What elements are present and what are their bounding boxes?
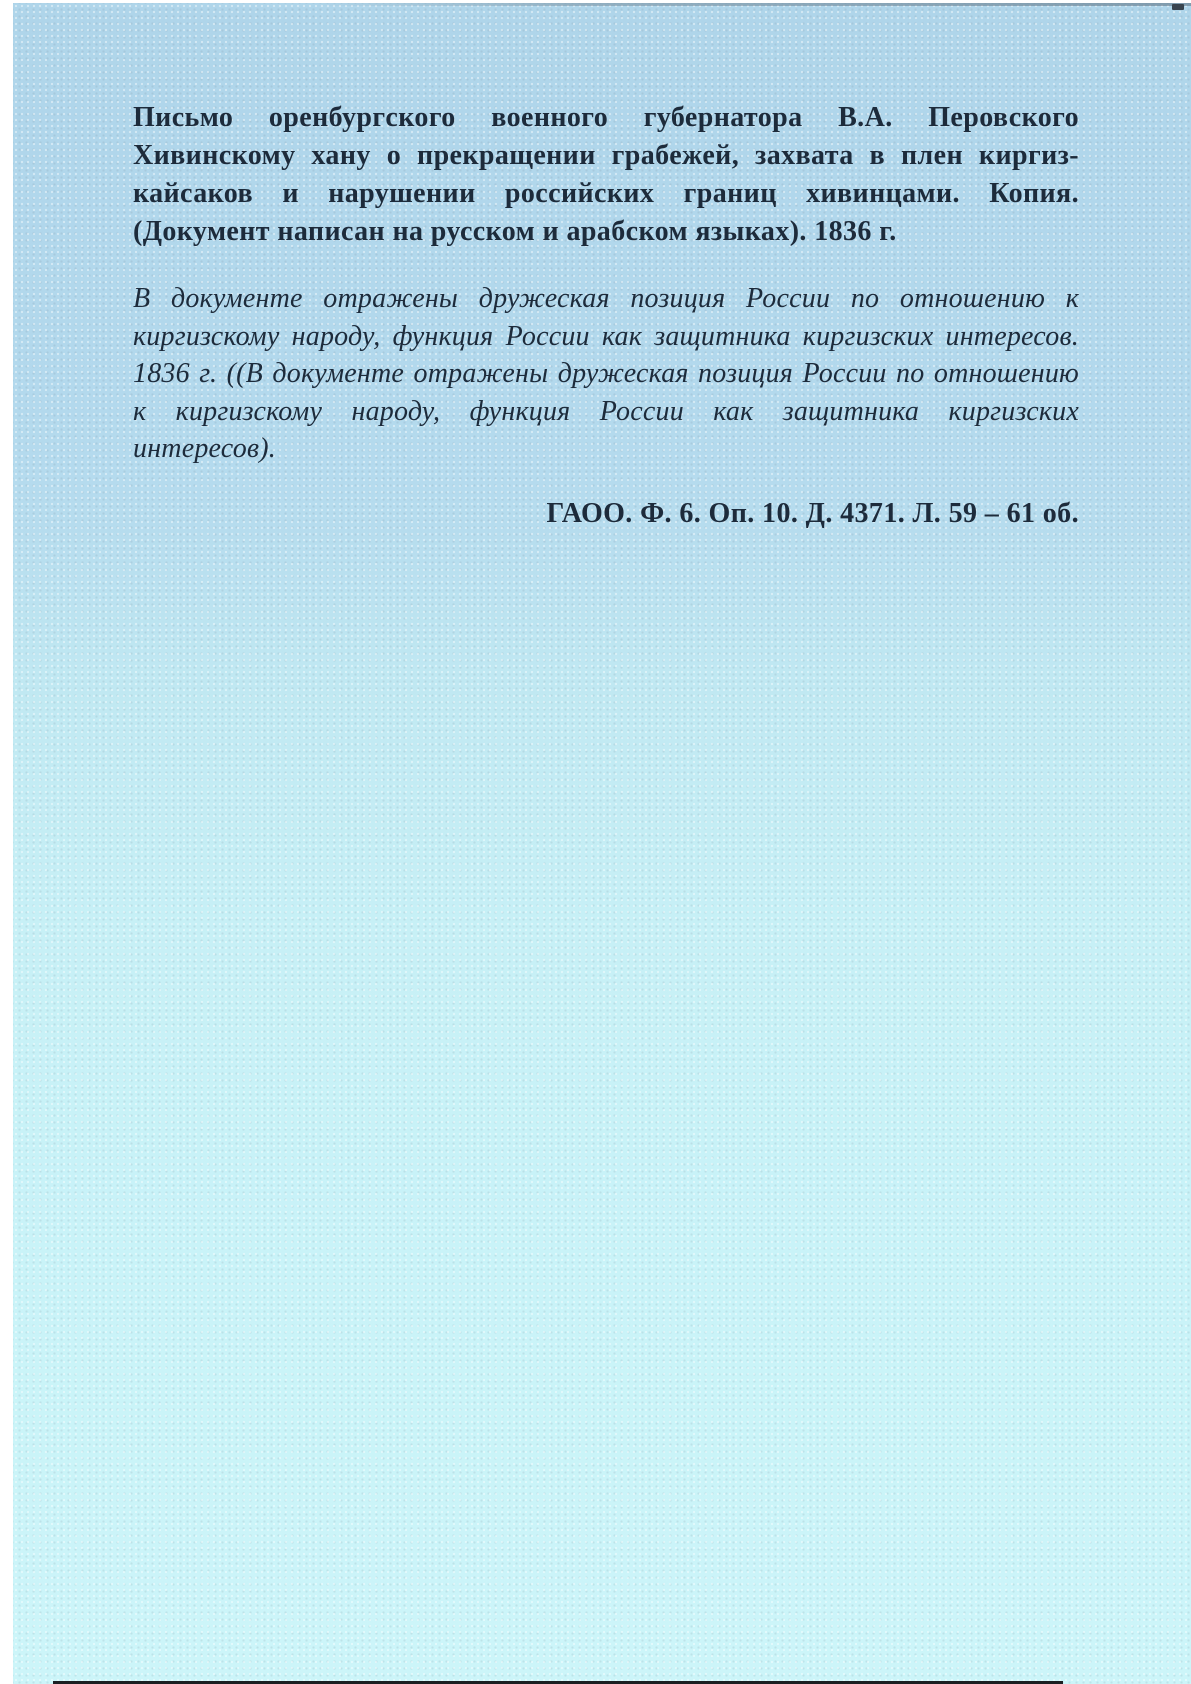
- document-content: [133, 99, 1079, 533]
- title-line: Хивинскому хану о прекращении грабежей, захвата в плен киргиз-: [133, 140, 1079, 171]
- title-line: Письмо оренбургского военного губернатора В.А. Перовского: [133, 102, 1079, 133]
- annotation-line: В документе отражены дружеская позиция России по отношению к: [133, 283, 1079, 314]
- document-annotation: [133, 280, 1079, 468]
- archive-reference: ГАОО. Ф. 6. Оп. 10. Д. 4371. Л. 59 – 61 об.: [546, 497, 1079, 529]
- annotation-line: интересов).: [133, 433, 277, 465]
- document-title: [133, 99, 1079, 251]
- scan-speck-artifact: [1172, 4, 1184, 10]
- scan-top-edge-artifact: [313, 3, 1191, 6]
- title-line: (Документ написан на русском и арабском языках). 1836 г.: [133, 216, 897, 247]
- annotation-line: 1836 г. ((В документе отражены дружеская позиция России по отношению: [133, 358, 1079, 390]
- annotation-line: к киргизскому народу, функция России как защитника киргизских: [133, 395, 1079, 427]
- annotation-line: киргизскому народу, функция России как защитника киргизских интересов.: [133, 320, 1079, 352]
- title-line: кайсаков и нарушении российских границ хивинцами. Копия.: [133, 178, 1079, 209]
- document-sheet: [13, 3, 1191, 1684]
